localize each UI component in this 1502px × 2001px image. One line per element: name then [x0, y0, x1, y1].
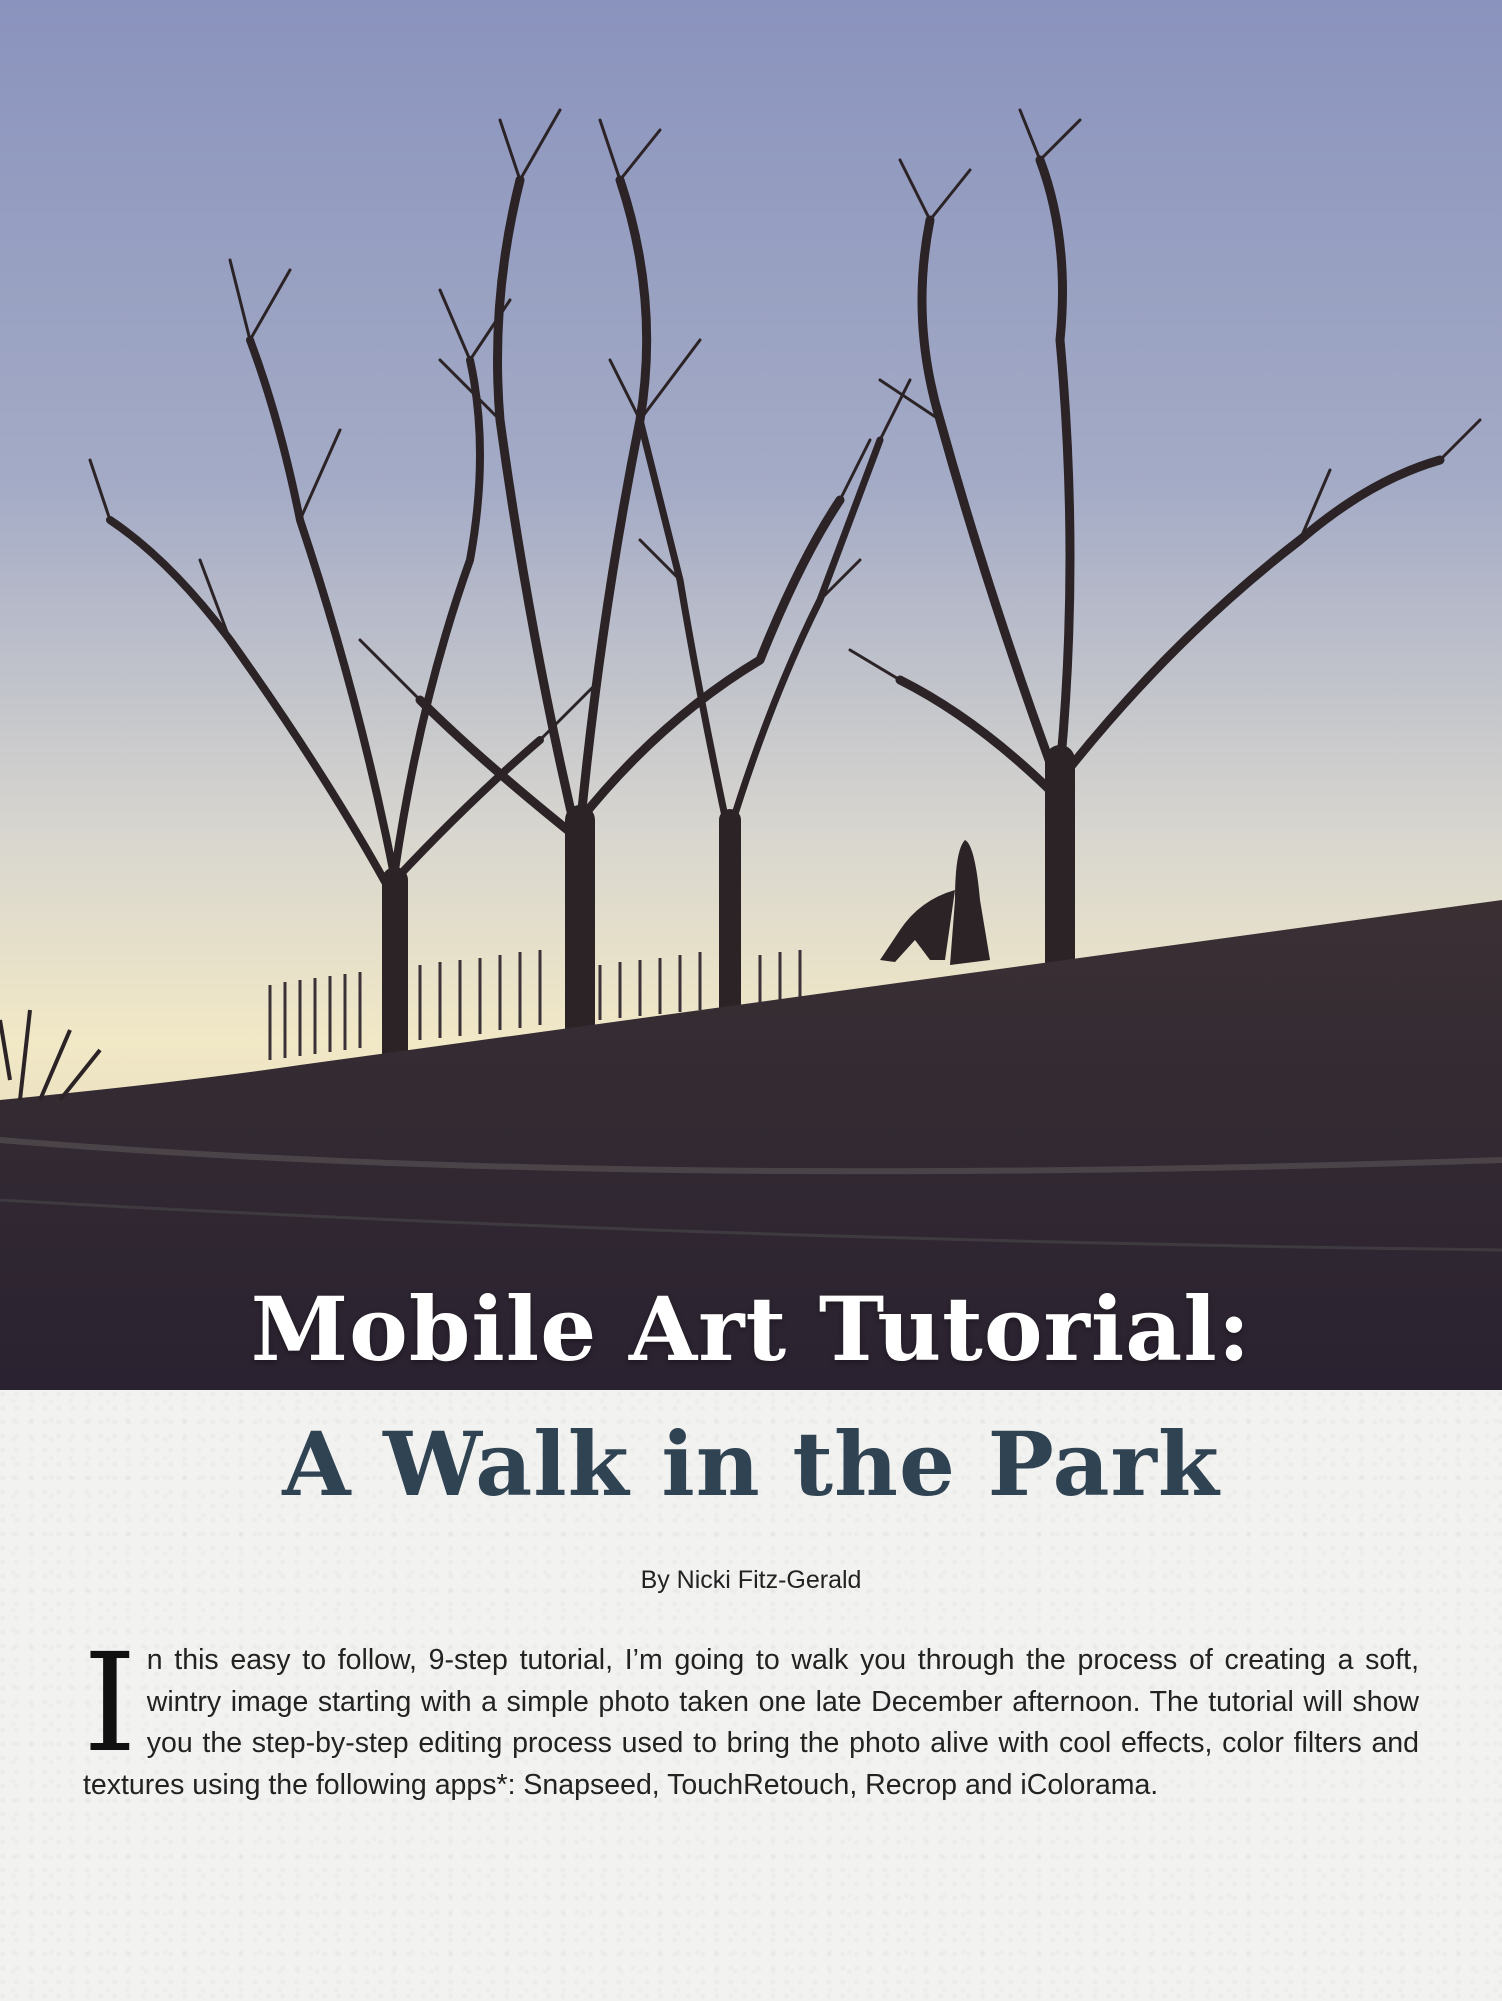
intro-text: n this easy to follow, 9-step tutorial, I’m going to walk you through the process of creating a soft, wintry image starting with a simple photo taken one late December afternoon. The tutorial will show you the step-by-step editing process used to bring the photo alive with cool effects, color filters and textures using the following apps*: Snapseed, TouchRetouch, Recrop and iColorama.: [83, 1644, 1419, 1801]
title-line-2: A Walk in the Park: [282, 1412, 1220, 1516]
intro-paragraph: [83, 1625, 1419, 1806]
drop-cap: I: [83, 1625, 137, 1783]
title-line-1: Mobile Art Tutorial:: [250, 1277, 1252, 1381]
byline: By Nicki Fitz-Gerald: [640, 1566, 862, 1594]
